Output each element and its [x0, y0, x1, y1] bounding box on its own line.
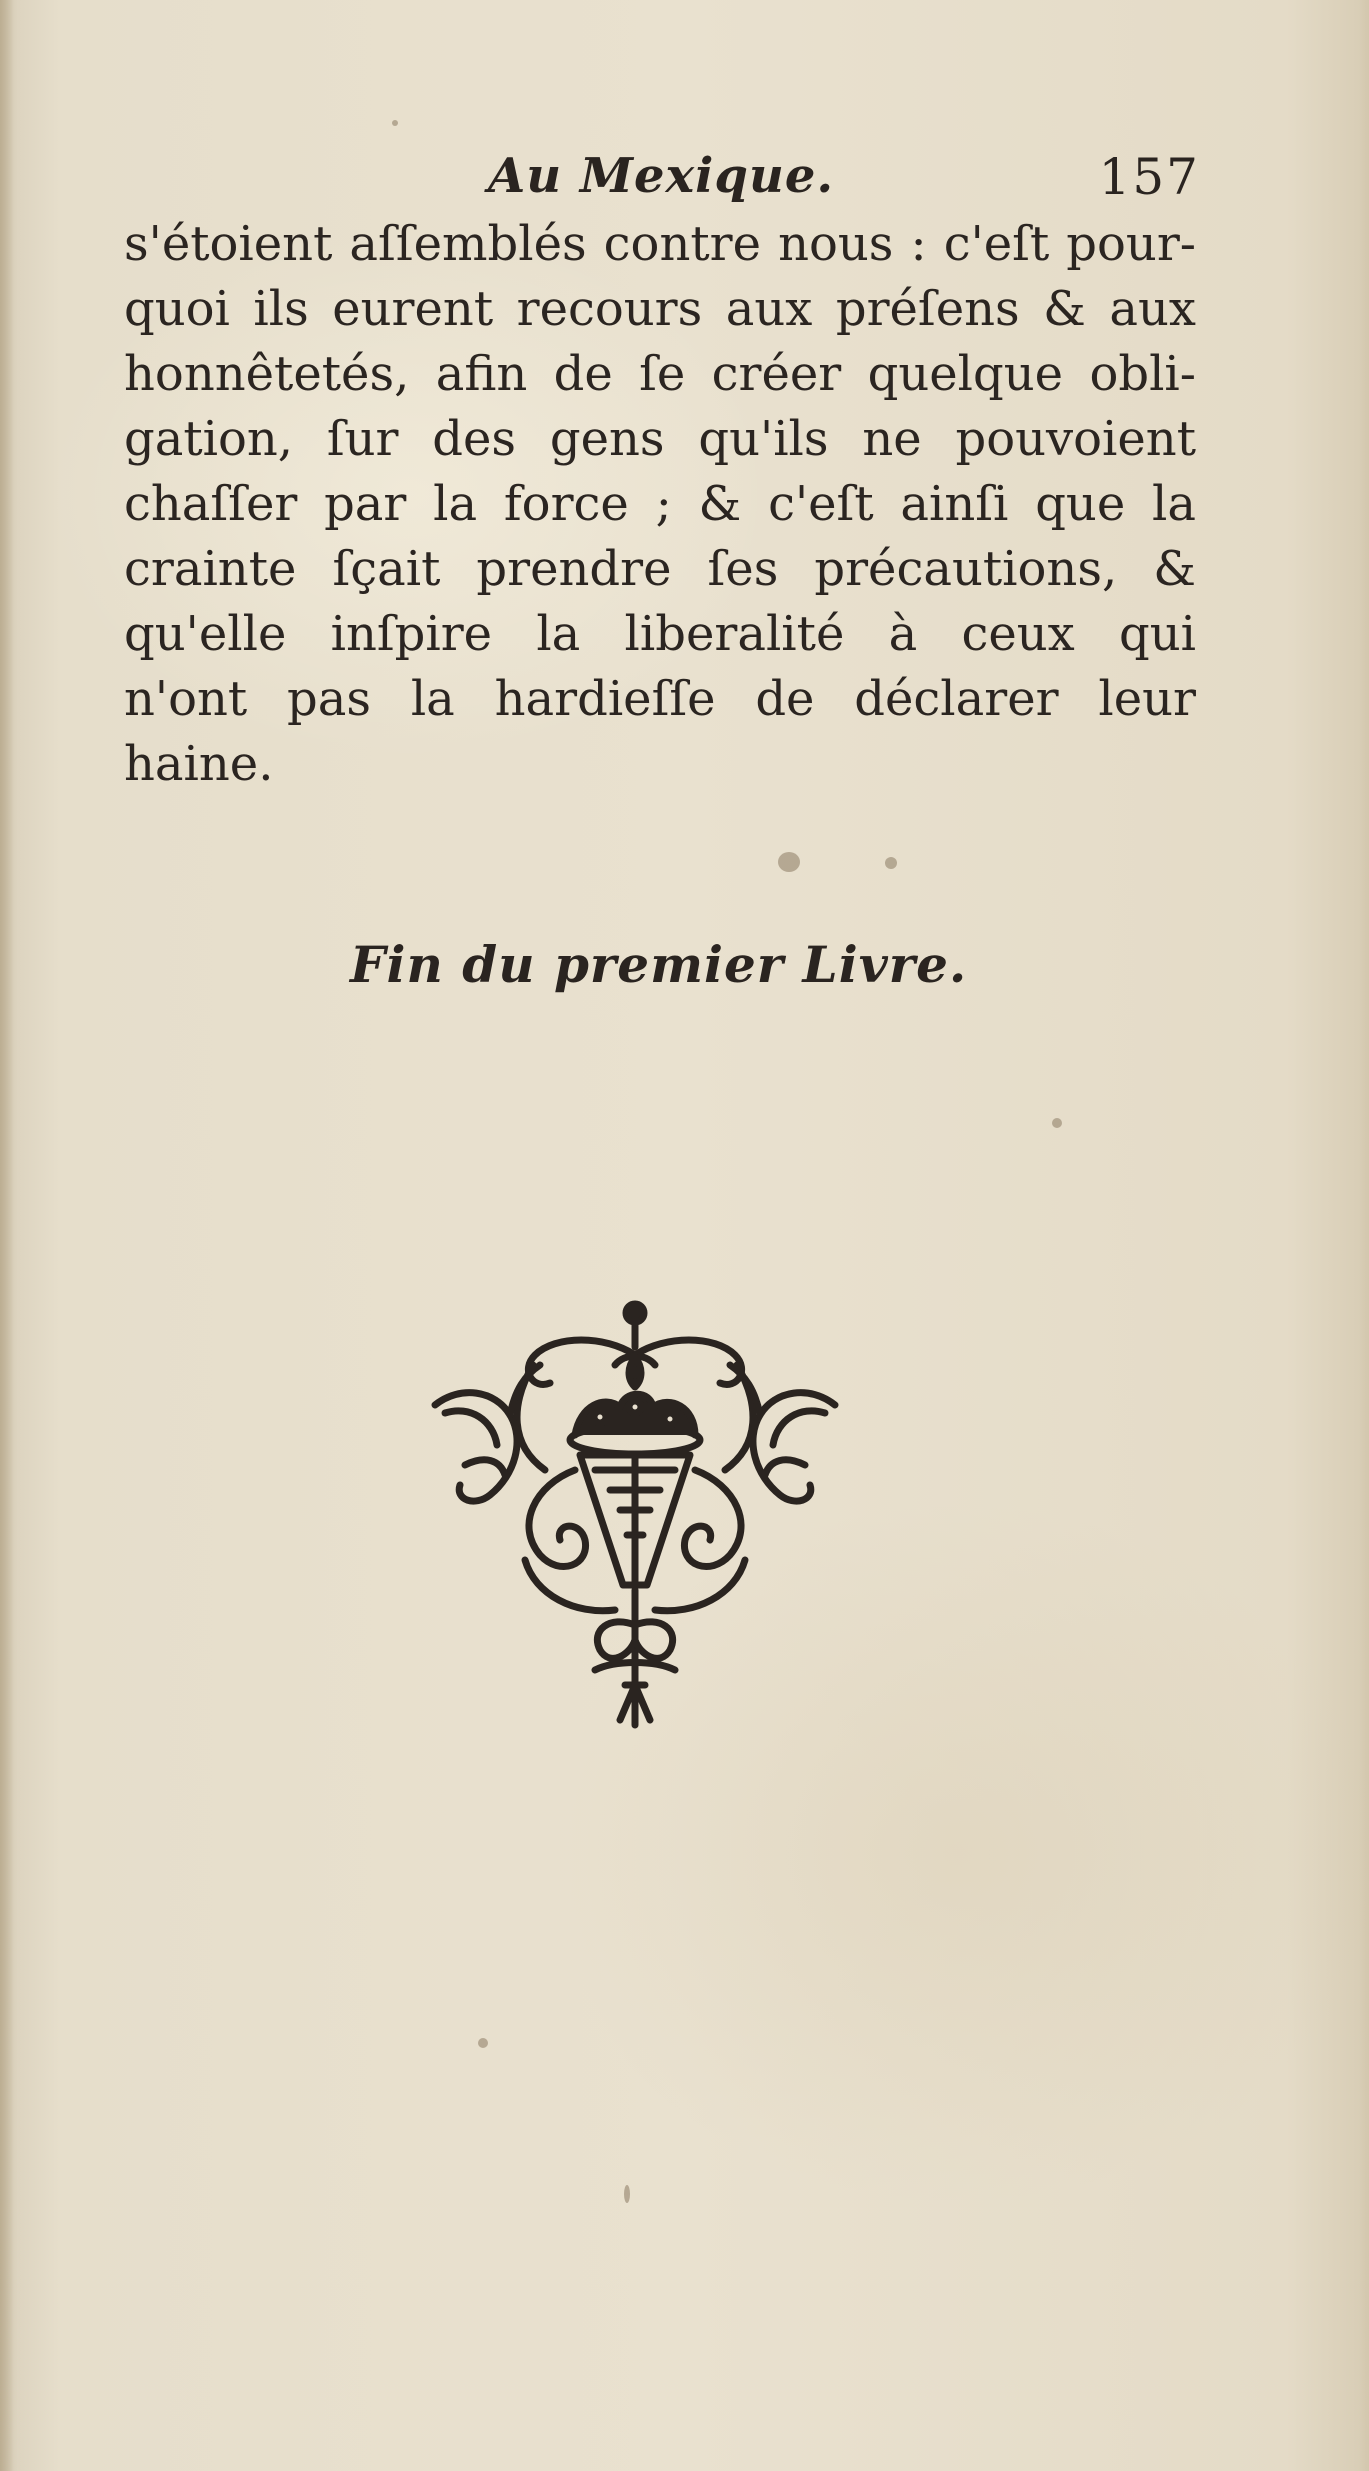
foxing-spot: [1052, 1118, 1062, 1128]
text-line: honnêtetés, afin de ſe créer quelque obli-: [124, 346, 1196, 402]
foxing-spot: [478, 2038, 488, 2048]
page-number: 157: [1098, 148, 1200, 206]
foxing-spot: [392, 120, 398, 126]
text-line: quoi ils eurent recours aux préſens & aux: [124, 281, 1196, 337]
floral-vase-ornament-icon: [415, 1295, 855, 1735]
running-head: Au Mexique.: [488, 148, 835, 204]
foxing-spot: [885, 857, 897, 869]
page-right-edge: [1359, 0, 1369, 2471]
text-line: n'ont pas la hardieſſe de déclarer leur: [124, 671, 1196, 727]
end-of-book-caption: Fin du premier Livre.: [350, 935, 968, 994]
foxing-spot: [624, 2185, 630, 2203]
foxing-spot: [778, 852, 800, 872]
text-line: gation, ſur des gens qu'ils ne pouvoient: [124, 411, 1196, 467]
text-line: qu'elle inſpire la liberalité à ceux qui: [124, 606, 1196, 662]
text-line: s'étoient aſſemblés contre nous : c'eſt pour-: [124, 216, 1196, 272]
text-line: haine.: [124, 736, 274, 792]
body-text: [124, 212, 1196, 797]
text-line: chaſſer par la force ; & c'eſt ainſi que la: [124, 476, 1196, 532]
text-line: crainte ſçait prendre ſes précautions, &: [124, 541, 1196, 597]
page-left-edge: [0, 0, 14, 2471]
